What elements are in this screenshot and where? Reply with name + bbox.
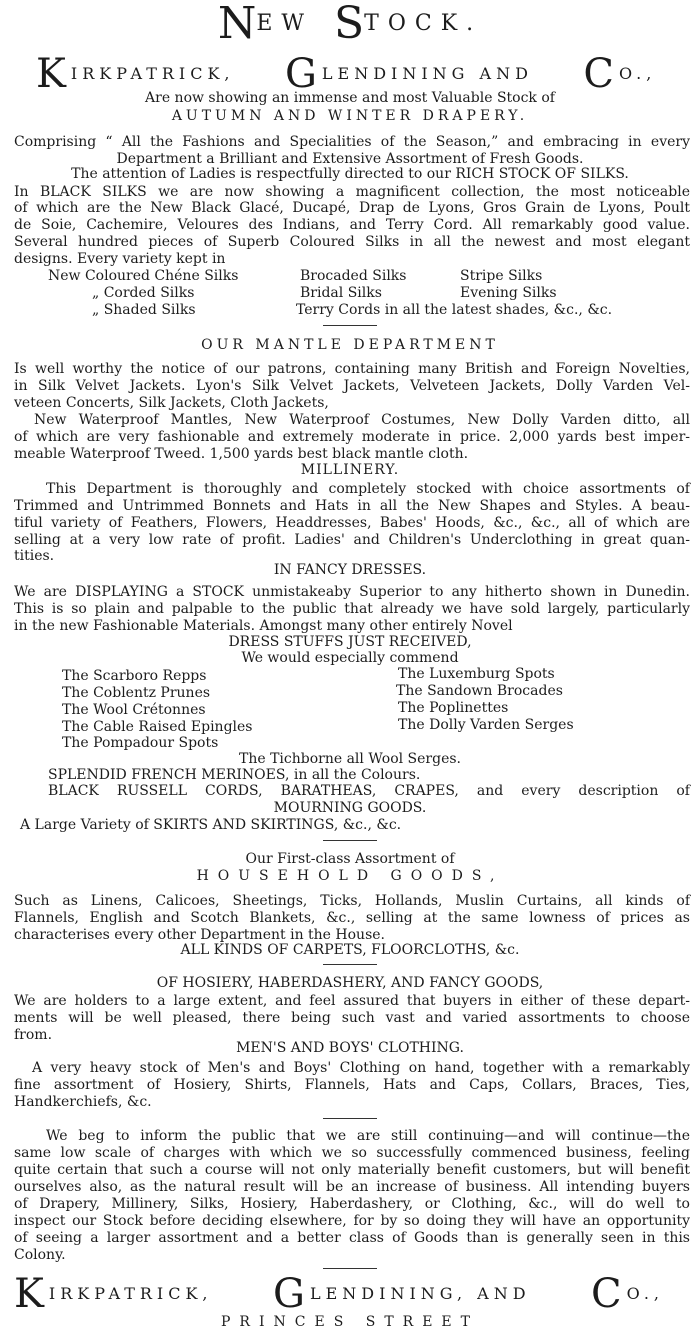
russell-line: BLACK RUSSELL CORDS, BARATHEAS, CRAPES, and every description of	[48, 783, 690, 799]
intro-line: de Soie, Cachemire, Veloures des Indians, and Terry Cord. All remarkably good value.	[14, 217, 690, 233]
body-line: We are DISPLAYING a STOCK unmistakeaby Superior to any hitherto shown in Dunedin.	[14, 584, 690, 600]
body-line: We are holders to a large extent, and feel assured that buyers in either of these depart-	[14, 993, 690, 1009]
intro-line: of which are the New Black Glacé, Ducapé, Drap de Lyons, Gros Grain de Lyons, Poult	[14, 200, 690, 216]
intro-line: The attention of Ladies is respectfully directed to our RICH STOCK OF SILKS.	[71, 166, 629, 182]
body-line: tiful variety of Feathers, Flowers, Headdresses, Babes' Hoods, &c., &c., all of which are	[14, 515, 690, 531]
body-line: characterises every other Department in the House.	[14, 927, 385, 943]
intro-line: Several hundred pieces of Superb Coloured Silks in all the newest and most elegant	[14, 234, 690, 250]
section-heading-hosiery: OF HOSIERY, HABERDASHERY, AND FANCY GOODS,	[156, 975, 544, 991]
body-line: veteen Concerts, Silk Jackets, Cloth Jackets,	[14, 395, 329, 411]
body-line: in Silk Velvet Jackets. Lyon's Silk Velvet Jackets, Velveteen Jackets, Dolly Varden Vel-	[14, 378, 690, 394]
silk-list-item: Bridal Silks	[300, 285, 382, 301]
closing-line: Colony.	[14, 1247, 66, 1263]
silk-list-item: Terry Cords in all the latest shades, &c., &c.	[296, 302, 613, 318]
dress-item: The Pompadour Spots	[62, 735, 219, 751]
silk-list-item: Brocaded Silks	[300, 268, 407, 284]
intro-line: In BLACK SILKS we are now showing a magnificent collection, the most noticeable	[14, 184, 690, 200]
closing-line: We beg to inform the public that we are still continuing—and will continue—the	[46, 1128, 690, 1144]
silk-list-item: New Coloured Chéne Silks	[48, 268, 239, 284]
body-line: This Department is thoroughly and completely stocked with choice assortments of	[46, 481, 690, 497]
body-line: Trimmed and Untrimmed Bonnets and Hats in all the New Shapes and Styles. A beau-	[14, 498, 690, 514]
household-intro: Our First-class Assortment of	[245, 851, 455, 867]
commend-line: We would especially commend	[241, 650, 459, 666]
section-heading-mantle: OUR MANTLE DEPARTMENT	[201, 337, 499, 353]
divider	[323, 1268, 377, 1269]
intro-line: Department a Brilliant and Extensive Assortment of Fresh Goods.	[116, 151, 584, 167]
carpets-line: ALL KINDS OF CARPETS, FLOORCLOTHS, &c.	[180, 942, 520, 958]
body-line: fine assortment of Hosiery, Shirts, Flannels, Hats and Caps, Collars, Braces, Ties,	[14, 1077, 690, 1093]
body-line: Such as Linens, Calicoes, Sheetings, Ticks, Hollands, Muslin Curtains, all kinds of	[14, 893, 690, 909]
body-line: meable Waterproof Tweed. 1,500 yards best black mantle cloth.	[14, 446, 469, 462]
section-heading-fancy: IN FANCY DRESSES.	[273, 562, 427, 578]
intro-line: designs. Every variety kept in	[14, 251, 226, 267]
section-heading-household: HOUSEHOLD GOODS,	[196, 868, 504, 884]
skirts-line: A Large Variety of SKIRTS AND SKIRTINGS, &c., &c.	[20, 817, 402, 833]
intro-line: Comprising “ All the Fashions and Specialities of the Season,” and embracing in every	[14, 134, 690, 150]
silk-list-item: „ Shaded Silks	[92, 302, 196, 318]
silk-list-item: „ Corded Silks	[92, 285, 195, 301]
body-line: This is so plain and palpable to the public that already we have sold largely, particularly	[14, 601, 690, 617]
closing-line: ourselves also, as the natural result will be an increase of business. All intending buyers	[14, 1179, 690, 1195]
dress-item: The Luxemburg Spots	[398, 666, 555, 682]
body-line: New Waterproof Mantles, New Waterproof Costumes, New Dolly Varden ditto, all	[34, 412, 690, 428]
merinoes-line: SPLENDID FRENCH MERINOES, in all the Colours.	[48, 767, 421, 783]
divider	[323, 325, 377, 326]
body-line: ments will be well pleased, there being such vast and varied assortments to choose	[14, 1010, 690, 1026]
body-line: Flannels, English and Scotch Blankets, &c., selling at the same lowness of prices as	[14, 910, 690, 926]
autumn-winter-heading: AUTUMN AND WINTER DRAPERY.	[171, 108, 529, 124]
dress-item: The Coblentz Prunes	[62, 685, 211, 701]
dress-item: The Scarboro Repps	[62, 668, 207, 684]
divider	[323, 964, 377, 965]
dress-stuffs-heading: DRESS STUFFS JUST RECEIVED,	[228, 634, 472, 650]
tichborne-line: The Tichborne all Wool Serges.	[238, 751, 462, 767]
dress-item: The Sandown Brocades	[396, 683, 563, 699]
body-line: Is well worthy the notice of our patrons, containing many British and Foreign Novelties,	[14, 361, 690, 377]
closing-line: same low scale of charges with which we so successfully commenced business, feeling	[14, 1145, 690, 1161]
divider	[323, 1118, 377, 1119]
intro-line: Are now showing an immense and most Valuable Stock of	[145, 90, 555, 106]
body-line: tities.	[14, 548, 55, 564]
body-line: A very heavy stock of Men's and Boys' Clothing on hand, together with a remarkably	[32, 1060, 690, 1076]
silk-list-item: Evening Silks	[460, 285, 557, 301]
page-title: NEW STOCK.	[217, 0, 483, 49]
section-heading-clothing: MEN'S AND BOYS' CLOTHING.	[236, 1040, 464, 1056]
firm-name-footer: KIRKPATRICK, GLENDINING, AND CO.,	[14, 1271, 665, 1317]
mourning-line: MOURNING GOODS.	[273, 800, 427, 816]
body-line: selling at a very low rate of profit. Ladies' and Children's Underclothing in great quan-	[14, 532, 690, 548]
silk-list-item: Stripe Silks	[460, 268, 543, 284]
section-heading-millinery: MILLINERY.	[300, 462, 400, 478]
closing-line: quite certain that such a course will not only materially benefit customers, but will benefit	[14, 1162, 690, 1178]
closing-line: of Drapery, Millinery, Silks, Hosiery, Haberdashery, or Clothing, &c., will do well to	[14, 1196, 690, 1212]
dress-item: The Cable Raised Epingles	[62, 719, 253, 735]
divider	[323, 840, 377, 841]
dress-item: The Wool Crétonnes	[62, 702, 206, 718]
street-address: PRINCES STREET	[221, 1314, 479, 1330]
closing-line: inspect our Stock before deciding elsewhere, for by so doing they will have an opportunity	[14, 1213, 690, 1229]
firm-name-header: KIRKPATRICK, GLENDINING AND CO.,	[36, 51, 657, 97]
body-line: from.	[14, 1027, 53, 1043]
body-line: Handkerchiefs, &c.	[14, 1094, 152, 1110]
body-line: of which are very fashionable and extremely moderate in price. 2,000 yards best imper-	[14, 429, 690, 445]
closing-line: of seeing a larger assortment and a better class of Goods than is generally seen in this	[14, 1230, 690, 1246]
body-line: in the new Fashionable Materials. Amongst many other entirely Novel	[14, 618, 513, 634]
dress-item: The Dolly Varden Serges	[398, 717, 574, 733]
dress-item: The Poplinettes	[398, 700, 509, 716]
